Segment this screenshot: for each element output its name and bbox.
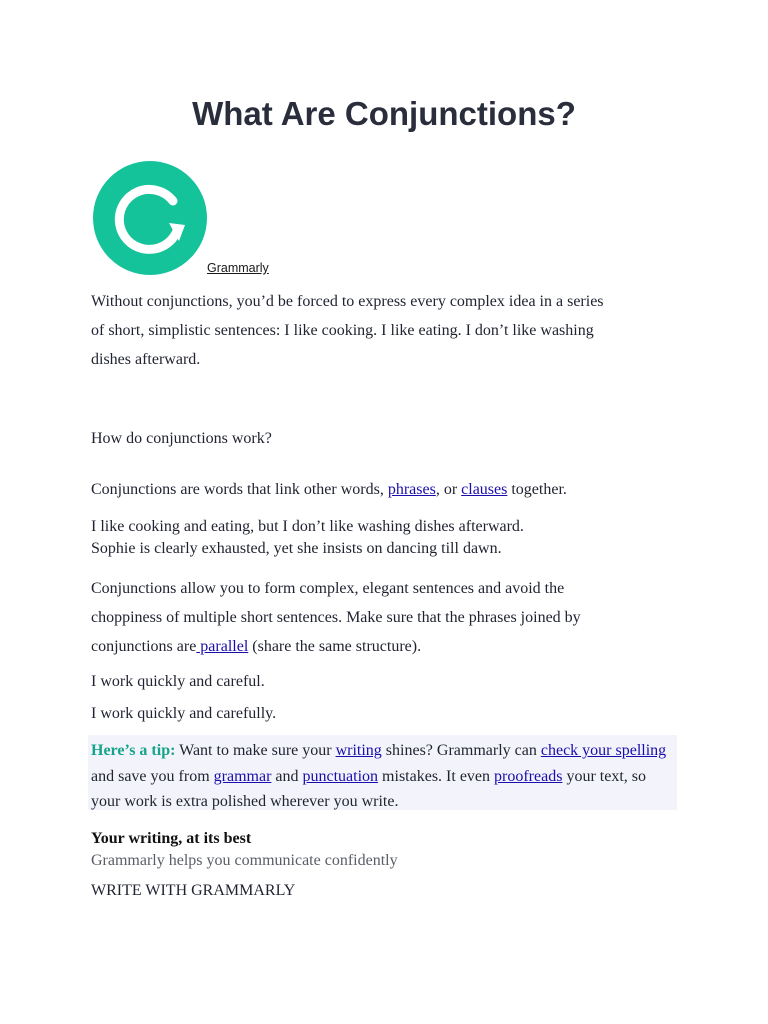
tip-text-6: your text, so your work is extra polished wherever you write. [91, 767, 646, 810]
parallel-link[interactable]: parallel [196, 638, 249, 655]
promo-subheading: Grammarly helps you communicate confidently [91, 852, 398, 869]
parallel-line-2: choppiness of multiple short sentences. Make sure that the phrases joined by [91, 609, 581, 626]
parallel-example-right: I work quickly and carefully. [91, 705, 277, 722]
tip-text-2: shines? Grammarly can [381, 742, 541, 759]
definition-text-after: together. [507, 481, 567, 498]
parallel-example-wrong: I work quickly and careful. [91, 673, 265, 690]
grammarly-link[interactable]: Grammarly [207, 261, 269, 275]
parallel-line-3-after: (share the same structure). [248, 638, 422, 655]
page-title: What Are Conjunctions? [192, 95, 576, 132]
tip-text-1: Want to make sure your [175, 742, 336, 759]
definition-text-before: Conjunctions are words that link other words, [91, 481, 388, 498]
tip-paragraph [91, 738, 676, 815]
proofreads-link[interactable]: proofreads [494, 767, 563, 785]
writing-link[interactable]: writing [335, 742, 382, 759]
tip-text-4: and [271, 767, 303, 785]
parallel-paragraph [91, 574, 581, 661]
punctuation-link[interactable]: punctuation [302, 767, 379, 785]
example-line-2: Sophie is clearly exhausted, yet she insists on dancing till dawn. [91, 540, 502, 557]
parallel-line-3-before: conjunctions are [91, 638, 197, 655]
intro-line-2: of short, simplistic sentences: I like cooking. I like eating. I don’t like washing [91, 322, 594, 339]
intro-line-1: Without conjunctions, you’d be forced to express every complex idea in a series [91, 293, 604, 310]
grammarly-g-icon [93, 161, 207, 275]
clauses-link[interactable]: clauses [461, 481, 508, 498]
tip-text-5: mistakes. It even [378, 767, 495, 785]
write-with-grammarly-cta[interactable]: WRITE WITH GRAMMARLY [91, 882, 296, 899]
phrases-link[interactable]: phrases [387, 481, 436, 498]
tip-text-3: and save you from [91, 767, 214, 785]
promo-heading: Your writing, at its best [91, 830, 252, 847]
check-spelling-link[interactable]: check your spelling [540, 742, 667, 759]
intro-paragraph [91, 287, 604, 374]
parallel-line-1: Conjunctions allow you to form complex, elegant sentences and avoid the [91, 580, 565, 597]
example-line-1: I like cooking and eating, but I don’t like washing dishes afterward. [91, 518, 524, 535]
intro-line-3: dishes afterward. [91, 351, 201, 368]
definition-text-middle: , or [435, 481, 462, 498]
examples-paragraph [91, 516, 524, 560]
grammar-link[interactable]: grammar [213, 767, 272, 785]
tip-label: Here’s a tip: [91, 742, 176, 759]
section-heading: How do conjunctions work? [91, 430, 272, 447]
definition-paragraph [91, 481, 567, 499]
